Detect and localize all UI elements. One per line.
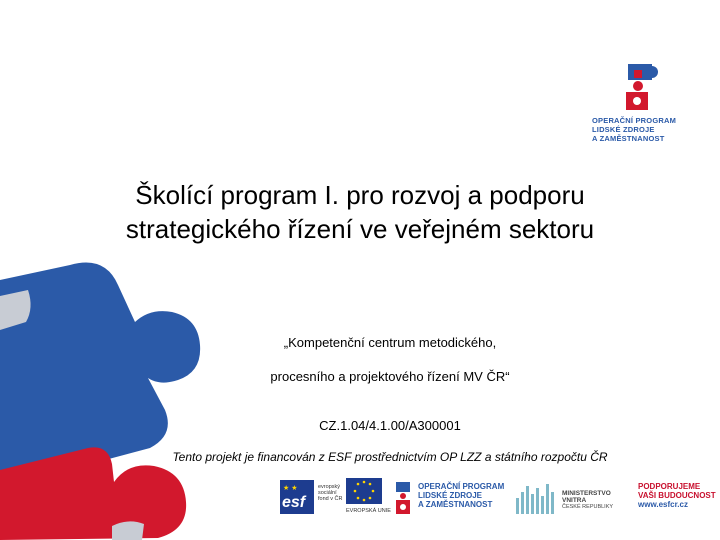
op-lzz-footer-icon <box>394 480 414 516</box>
op-logo-line1: OPERAČNÍ PROGRAM <box>592 116 677 125</box>
mv-bars-icon <box>516 482 556 516</box>
gray-puzzle-piece-bottom <box>112 521 144 540</box>
eu-text: EVROPSKÁ UNIE <box>346 508 391 514</box>
esf-text-1: evropský <box>318 484 341 490</box>
eu-flag-icon <box>346 478 382 504</box>
esf-stars-icon: ★ ★ <box>283 485 298 492</box>
esf-text-3: fond v ČR <box>318 496 343 502</box>
podporujeme-line1: PODPORUJEME <box>638 482 701 491</box>
esf-mark: esf <box>282 494 306 511</box>
mv-cr-logo <box>516 478 636 518</box>
mv-line2: ČESKÉ REPUBLIKY <box>562 504 614 510</box>
funding-note: Tento projekt je financován z ESF prostřednictvím OP LZZ a státního rozpočtu ČR <box>172 450 608 464</box>
puzzle-decoration <box>0 260 240 540</box>
esf-logo <box>280 478 344 518</box>
eu-logo <box>346 478 391 518</box>
op-footer-line2: LIDSKÉ ZDROJE <box>418 491 483 500</box>
esf-text-2: sociální <box>318 490 337 496</box>
op-logo-line2: LIDSKÉ ZDROJE <box>592 125 655 134</box>
project-code: CZ.1.04/4.1.00/A300001 <box>319 418 461 433</box>
title-line-1: Školící program I. pro rozvoj a podporu <box>135 180 585 210</box>
podporujeme-line2: VAŠI BUDOUCNOST <box>638 491 716 500</box>
op-footer-line1: OPERAČNÍ PROGRAM <box>418 482 505 491</box>
slide-subtitle <box>200 326 580 394</box>
op-footer-line3: A ZAMĚSTNANOST <box>418 500 493 509</box>
op-lzz-logo <box>592 62 692 152</box>
title-line-2: strategického řízení ve veřejném sektoru <box>125 214 595 244</box>
mv-line1: MINISTERSTVO VNITRA <box>562 490 611 504</box>
subtitle-line-1: „Kompetenční centrum metodického, <box>283 335 497 350</box>
podporujeme-logo <box>638 478 718 518</box>
slide-title <box>60 178 660 246</box>
op-lzz-footer-logo <box>394 478 514 518</box>
podporujeme-url: www.esfcr.cz <box>638 500 688 509</box>
esf-mark-box <box>280 480 314 514</box>
op-logo-line3: A ZAMĚSTNANOST <box>592 134 665 143</box>
op-lzz-puzzle-icon <box>592 62 692 114</box>
subtitle-line-2: procesního a projektového řízení MV ČR“ <box>270 369 510 384</box>
footer-logos <box>276 478 720 520</box>
